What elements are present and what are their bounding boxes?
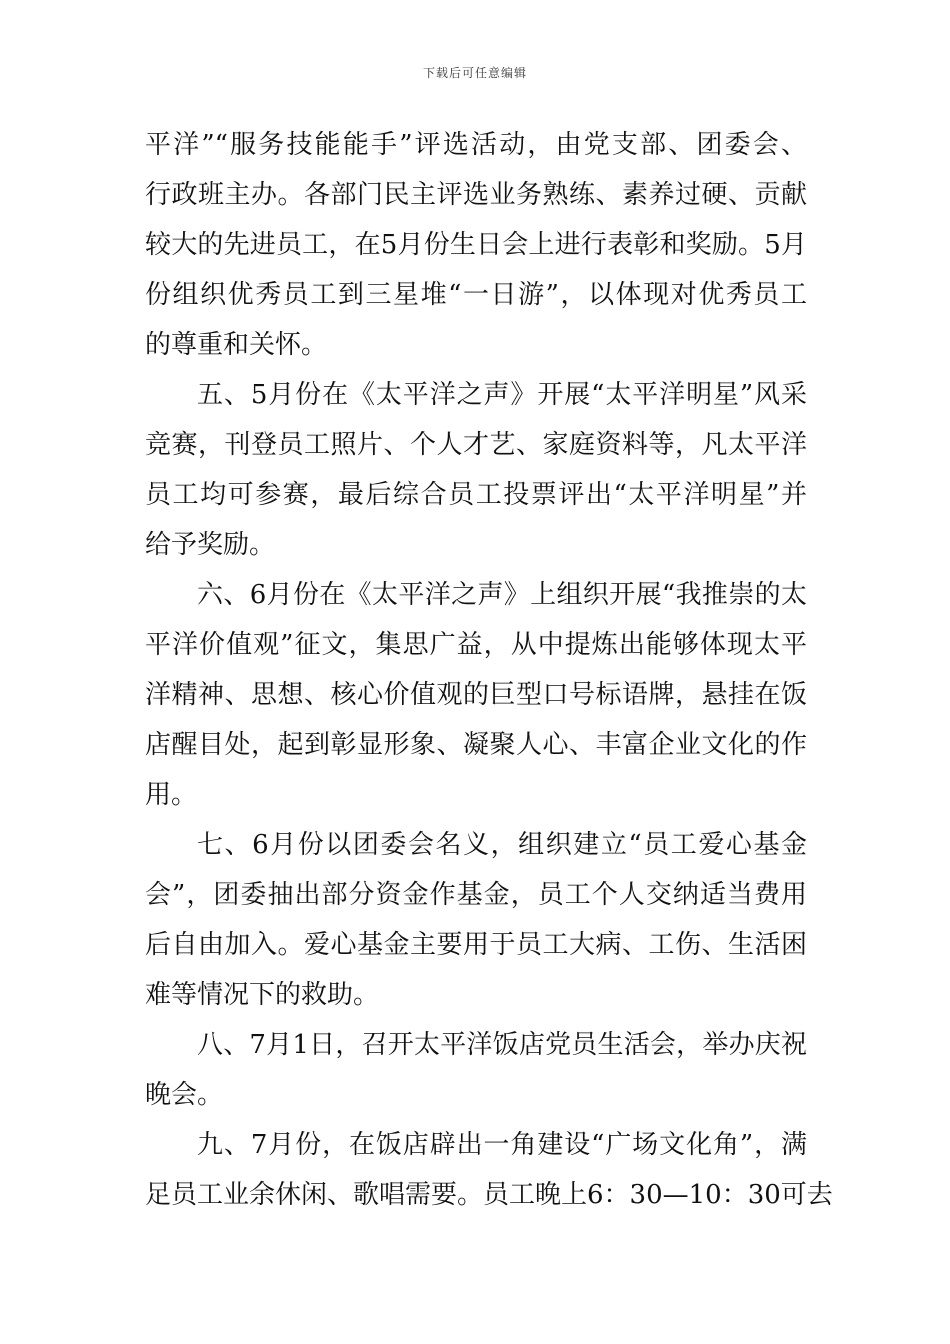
document-body bbox=[145, 120, 833, 1220]
text-line: 员工均可参赛，最后综合员工投票评出“太平洋明星”并 bbox=[145, 480, 807, 510]
text-line: 后自由加入。爱心基金主要用于员工大病、工伤、生活困 bbox=[145, 930, 807, 960]
page-header-note: 下载后可任意编辑 bbox=[422, 66, 527, 80]
paragraph-first-line: 七、6月份以团委会名义，组织建立“员工爱心基金 bbox=[197, 830, 807, 860]
text-line: 洋精神、思想、核心价值观的巨型口号标语牌，悬挂在饭 bbox=[145, 680, 807, 710]
text-line: 难等情况下的救助。 bbox=[145, 980, 380, 1010]
text-line: 足员工业余休闲、歌唱需要。员工晚上6：30—10：30可去 bbox=[145, 1180, 833, 1210]
text-line: 晚会。 bbox=[145, 1080, 224, 1110]
text-line: 用。 bbox=[145, 780, 198, 810]
text-line: 给予奖励。 bbox=[145, 530, 276, 560]
text-line: 店醒目处，起到彰显形象、凝聚人心、丰富企业文化的作 bbox=[145, 730, 807, 760]
text-line: 竞赛，刊登员工照片、个人才艺、家庭资料等，凡太平洋 bbox=[145, 430, 807, 460]
text-line: 平洋”“服务技能能手”评选活动，由党支部、团委会、 bbox=[145, 130, 807, 160]
paragraph-first-line: 六、6月份在《太平洋之声》上组织开展“我推崇的太 bbox=[197, 580, 807, 610]
paragraph-first-line: 八、7月1日，召开太平洋饭店党员生活会，举办庆祝 bbox=[197, 1030, 807, 1060]
text-line: 平洋价值观”征文，集思广益，从中提炼出能够体现太平 bbox=[145, 630, 807, 660]
paragraph-first-line: 五、5月份在《太平洋之声》开展“太平洋明星”风采 bbox=[197, 380, 807, 410]
text-line: 的尊重和关怀。 bbox=[145, 330, 328, 360]
paragraph-first-line: 九、7月份，在饭店辟出一角建设“广场文化角”，满 bbox=[197, 1130, 807, 1160]
text-line: 行政班主办。各部门民主评选业务熟练、素养过硬、贡献 bbox=[145, 180, 807, 210]
text-line: 较大的先进员工，在5月份生日会上进行表彰和奖励。5月 bbox=[145, 230, 807, 260]
text-line: 份组织优秀员工到三星堆“一日游”，以体现对优秀员工 bbox=[145, 280, 807, 310]
text-line: 会”，团委抽出部分资金作基金，员工个人交纳适当费用 bbox=[145, 880, 807, 910]
